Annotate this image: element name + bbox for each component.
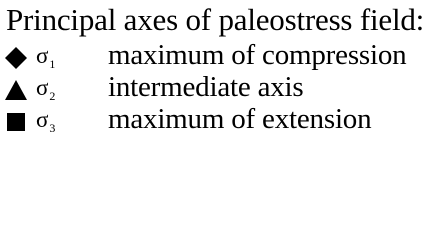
legend-item-label: intermediate axis xyxy=(108,71,304,103)
sigma-1-symbol xyxy=(36,43,55,72)
sigma-subscript: 2 xyxy=(49,89,56,103)
sigma-letter: σ xyxy=(36,75,49,100)
legend-item-label: maximum of compression xyxy=(108,39,407,71)
sigma-letter: σ xyxy=(36,107,49,132)
legend-item-sigma-2 xyxy=(0,72,436,106)
legend-item-sigma-3 xyxy=(0,104,436,138)
diamond-icon xyxy=(4,46,28,70)
sigma-subscript: 1 xyxy=(49,57,56,71)
sigma-letter: σ xyxy=(36,43,49,68)
legend-title: Principal axes of paleostress field: xyxy=(6,2,425,37)
square-icon xyxy=(4,110,28,134)
legend-item-label: maximum of extension xyxy=(108,103,372,135)
triangle-icon xyxy=(4,78,28,102)
sigma-subscript: 3 xyxy=(49,121,56,135)
sigma-2-symbol xyxy=(36,75,55,104)
legend-item-sigma-1 xyxy=(0,40,436,74)
sigma-3-symbol xyxy=(36,107,55,136)
